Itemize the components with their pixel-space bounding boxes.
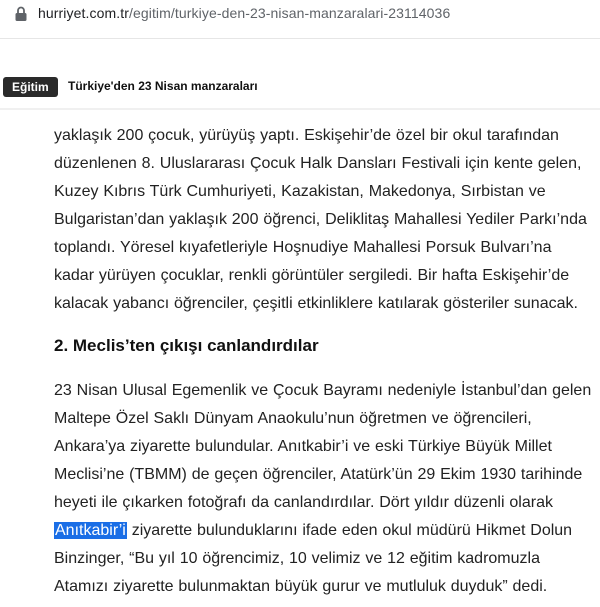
selected-text[interactable]: Anıtkabir’i <box>55 522 126 539</box>
text-line: Kuzey Kıbrıs Türk Cumhuriyeti, Kazakistan, Makedonya, Sırbistan ve <box>54 183 546 200</box>
text-line: Binzinger, “Bu yıl 10 öğrencimiz, 10 velimiz ve 12 eğitim kadromuzla <box>54 550 540 567</box>
paragraph-festival <box>54 122 587 318</box>
text-line: 23 Nisan Ulusal Egemenlik ve Çocuk Bayramı nedeniyle İstanbul’dan gelen <box>54 382 592 399</box>
text-line-with-selection <box>54 517 591 545</box>
url-domain: hurriyet.com.tr <box>38 5 129 21</box>
text-line: yaklaşık 200 çocuk, yürüyüş yaptı. Eskişehir’de özel bir okul tarafından <box>54 127 559 144</box>
category-badge[interactable]: Eğitim <box>3 77 58 97</box>
lock-icon[interactable] <box>14 6 28 22</box>
address-bar[interactable] <box>0 0 600 28</box>
sticky-bar-shadow <box>0 108 600 110</box>
text-fragment: ziyarette bulunduklarını ifade eden okul müdürü Hikmet Dolun <box>126 522 573 539</box>
text-line: heyeti ile çıkarken fotoğrafı da canlandırdılar. Dört yıldır düzenli olarak <box>54 494 553 511</box>
text-line: Maltepe Özel Saklı Dünyam Anaokulu’nun öğretmen ve öğrencileri, <box>54 410 532 427</box>
text-line: kalacak yabancı öğrenciler, çeşitli etkinliklere katılarak gösteriler sunacak. <box>54 295 578 312</box>
text-line: Meclisi’ne (TBMM) de geçen öğrenciler, Atatürk’ün 29 Ekim 1930 tarihinde <box>54 466 583 483</box>
url-path: /egitim/turkiye-den-23-nisan-manzaralari-23114036 <box>128 5 451 21</box>
text-line: toplandı. Yöresel kıyafetleriyle Hoşnudiye Mahallesi Porsuk Bulvarı’na <box>54 239 552 256</box>
text-line: Bulgaristan’dan yaklaşık 200 öğrenci, Deliklitaş Mahallesi Yediler Parkı’nda <box>54 211 587 228</box>
text-line: Atamızı ziyarette bulunmaktan büyük gurur ve mutluluk duyduk” dedi. <box>54 578 548 595</box>
text-line: kadar yürüyen çocuklar, renkli görüntüler sergiledi. Bir hafta Eskişehir’de <box>54 267 570 284</box>
text-line: Ankara’ya ziyarette bulundular. Anıtkabir’i ve eski Türkiye Büyük Millet <box>54 438 552 455</box>
url-text[interactable] <box>38 5 450 21</box>
section-heading: 2. Meclis’ten çıkışı canlandırdılar <box>54 336 319 355</box>
sticky-article-title: Türkiye'den 23 Nisan manzaraları <box>68 79 258 93</box>
paragraph-meclis <box>54 377 591 601</box>
text-line: düzenlenen 8. Uluslararası Çocuk Halk Dansları Festivali için kente gelen, <box>54 155 582 172</box>
toolbar-divider <box>0 38 600 39</box>
